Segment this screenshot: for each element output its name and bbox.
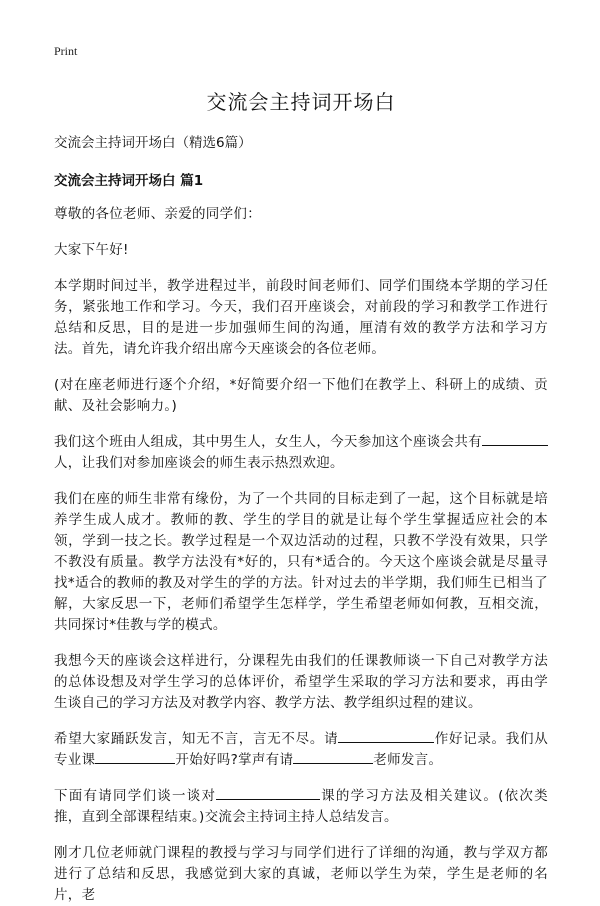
document-subtitle: 交流会主持词开场白（精选6篇）: [54, 135, 252, 151]
paragraph-text: 开始好吗?掌声有请: [175, 752, 294, 768]
paragraph-text: 作好记录。我们从专业课: [54, 731, 548, 768]
section-heading: 交流会主持词开场白 篇1: [54, 173, 204, 189]
student-discussion-paragraph: [54, 786, 548, 828]
page-title: 交流会主持词开场白: [206, 90, 396, 114]
paragraph-text: 我们这个班由人组成，其中男生人，女生人，今天参加这个座谈会共有: [54, 434, 482, 450]
teacher-intro-note: (对在座老师进行逐个介绍，*好简要介绍一下他们在教学上、科研上的成绩、贡献、及社会影响力。): [54, 377, 548, 414]
invitation-paragraph: [54, 729, 548, 771]
paragraph-text: 希望大家踊跃发言，知无不言，言无不尽。请: [54, 731, 339, 747]
fill-in-blank: [338, 730, 434, 743]
fill-in-blank: [482, 433, 548, 446]
print-link[interactable]: Print: [54, 44, 78, 58]
paragraph-text: 老师发言。: [373, 752, 443, 768]
salutation-paragraph: 大家下午好!: [54, 242, 129, 258]
fill-in-blank: [293, 751, 373, 764]
greeting-paragraph: 尊敬的各位老师、亲爱的同学们：: [54, 206, 261, 222]
paragraph-text: 课的学习方法及相关建议。(依次类推，直到全部课程结束。)交流会主持词主持人总结发言。: [54, 788, 548, 825]
summary-paragraph: 刚才几位老师就门课程的教授与学习与同学们进行了详细的沟通，教与学双方都进行了总结和反思，我感觉到大家的真诚，老师以学生为荣，学生是老师的名片，老: [54, 845, 548, 903]
intro-paragraph: 本学期时间过半，教学进程过半，前段时间老师们、同学们围绕本学期的学习任务，紧张地工作和学习。今天，我们召开座谈会，对前段的学习和教学工作进行总结和反思，目的是进一步加强师生间的沟通，厘清有效的教学方法和学习方法。首先，请允许我介绍出席今天座谈会的各位老师。: [54, 278, 548, 357]
fill-in-blank: [95, 751, 175, 764]
fill-in-blank: [216, 787, 320, 800]
purpose-paragraph: 我们在座的师生非常有缘份，为了一个共同的目标走到了一起，这个目标就是培养学生成人成才。教师的教、学生的学目的就是让每个学生掌握适应社会的本领，学到一技之长。教学过程是一个双边活动的过程，只教不学没有效果，只学不教没有质量。教学方法没有*好的，只有*适合的。今天这个座谈会就是尽量寻找*适合的教师的教及对学生的学的方法。针对过去的半学期，我们师生已相当了解，大家反思一下，老师们希望学生怎样学，学生希望老师如何教，互相交流，共同探讨*佳教与学的模式。: [54, 491, 548, 633]
procedure-paragraph: 我想今天的座谈会这样进行，分课程先由我们的任课教师谈一下自己对教学方法的总体设想及对学生学习的总体评价，希望学生采取的学习方法和要求，再由学生谈自己的学习方法及对教学内容、教学方法、教学组织过程的建议。: [54, 653, 548, 711]
paragraph-text: 人，让我们对参加座谈会的师生表示热烈欢迎。: [54, 455, 344, 471]
class-composition-paragraph: [54, 432, 548, 474]
paragraph-text: 下面有请同学们谈一谈对: [54, 788, 217, 804]
